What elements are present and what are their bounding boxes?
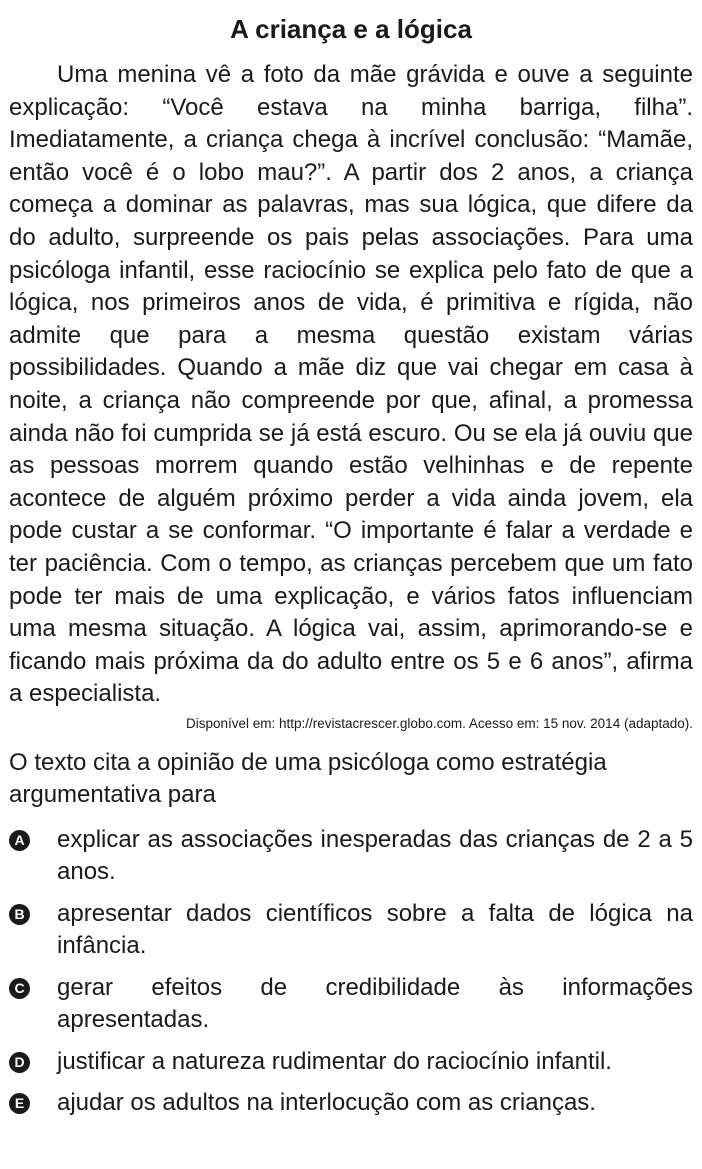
- question-stem: O texto cita a opinião de uma psicóloga como estratégia argumentativa para: [9, 748, 607, 809]
- option-d[interactable]: [9, 1046, 693, 1079]
- source-citation: Disponível em: http://revistacrescer.globo.com. Acesso em: 15 nov. 2014 (adaptado).: [185, 715, 693, 731]
- option-e[interactable]: [9, 1087, 693, 1120]
- exam-page: [9, 0, 693, 1129]
- option-d-text: justificar a natureza rudimentar do raciocínio infantil.: [57, 1047, 612, 1075]
- option-b[interactable]: [9, 898, 693, 963]
- option-e-letter-badge: E: [9, 1093, 30, 1114]
- option-b-letter-badge: B: [9, 904, 30, 925]
- option-b-text: apresentar dados científicos sobre a falta de lógica na infância.: [57, 899, 693, 960]
- option-c[interactable]: [9, 972, 693, 1037]
- option-a-letter-badge: A: [9, 830, 30, 851]
- option-e-text: ajudar os adultos na interlocução com as crianças.: [57, 1089, 596, 1117]
- option-a[interactable]: [9, 824, 693, 889]
- option-d-letter-badge: D: [9, 1052, 30, 1073]
- option-c-letter-badge: C: [9, 978, 30, 999]
- option-a-text: explicar as associações inesperadas das crianças de 2 a 5 anos.: [57, 825, 693, 886]
- passage-title: A criança e a lógica: [230, 14, 472, 44]
- option-c-text: gerar efeitos de credibilidade às informações apresentadas.: [57, 973, 693, 1034]
- answer-options: [9, 824, 693, 1120]
- passage-text: Uma menina vê a foto da mãe grávida e ouve a seguinte explicação: “Você estava na minha barriga, filha”. Imediatamente, a criança chega à incrível conclusão: “Mamãe, então você é o lobo mau?”. A partir dos 2 anos, a criança começa a dominar as palavras, mas sua lógica, que difere da do adulto, surpreende os pais pelas associações. Para uma psicóloga infantil, esse raciocínio se explica pelo fato de que a lógica, nos primeiros anos de vida, é primitiva e rígida, não admite que para a mesma questão existam várias possibilidades. Quando a mãe diz que vai chegar em casa à noite, a criança não compreende por que, afinal, a promessa ainda não foi cumprida se já está escuro. Ou se ela já ouviu que as pessoas morrem quando estão velhinhas e de repente acontece de alguém próximo perder a vida ainda jovem, ela pode custar a se conformar. “O importante é falar a verdade e ter paciência. Com o tempo, as crianças percebem que um fato pode ter mais de uma explicação, e vários fatos influenciam uma mesma situação. A lógica vai, assim, aprimorando-se e ficando mais próxima da do adulto entre os 5 e 6 anos”, afirma a especialista.: [9, 61, 693, 708]
